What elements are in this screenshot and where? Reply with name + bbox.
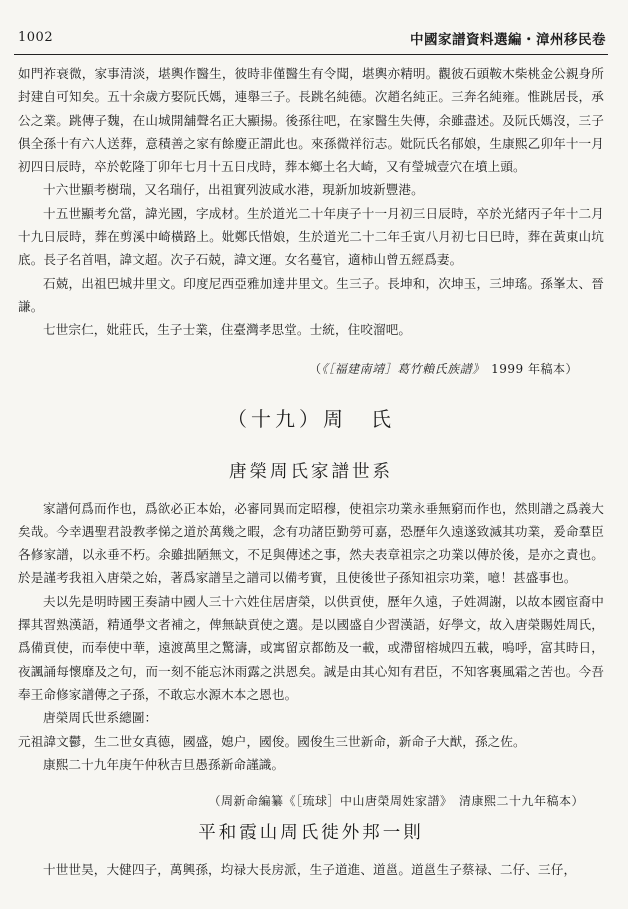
source-citation bbox=[18, 360, 578, 377]
page-header bbox=[14, 28, 608, 50]
article-title: 平和霞山周氏徙外邦一則 bbox=[198, 823, 424, 844]
source-citation: （周新命編纂《［琉球］中山唐榮周姓家譜》 清康熙二十九年稿本） bbox=[208, 794, 584, 809]
paragraph: 夫以先是明時國王奏請中國人三十六姓住居唐榮，以供貢使，歷年久遠，子姓凋謝，以故本國宦裔中擇其習熟漢語，精通學文者補之，俾無缺貢使之選。是以國盛自少習漢語，好學文，故入唐榮賜姓周氏，爲備貢使，而奉使中華，遠渡萬里之驚濤，或寓留京都飭及一載，或滯留榕城四五載，嗚呼，富其時日，夜諷誦每懷靡及之句，而一刻不能忘沐雨露之洪恩矣。誠是由其心知有君臣，不知客裏風霜之苦也。今吾奉王命修家譜傳之子孫，不敢忘水源木本之恩也。 bbox=[18, 593, 604, 702]
page-number: 1002 bbox=[18, 30, 54, 45]
page-body bbox=[18, 62, 604, 881]
paragraph: 家譜何爲而作也，爲欲必正本始，必審同異而定昭穆，使祖宗功業永垂無窮而作也，然則譜之爲義大矣哉。今幸遇聖君設教孝悌之道於萬幾之暇，念有功諸臣勤勞可嘉，恐歷年久遠遂致滅其功業，爰命羣臣各修家譜，以永垂不朽。余雖拙陋無文，不足與傳述之事，然夫表章祖宗之功業以傳於後，是亦之責也。於是謹考我祖入唐榮之始，著爲家譜呈之譜司以備考實，且使後世子孫知祖宗功業，噫！甚盛事也。 bbox=[18, 500, 604, 586]
paragraph: 如門祚衰微，家事清淡，堪輿作醫生，彼時非僅醫生有令聞，堪輿亦精明。觀彼石頭鞍木柴桃金公親身所封建自可知矣。五十余歲方娶阮氏媽，連舉三子。長跳名純德。次趙名純正。三奔名純雍。惟跳居長，承公之業。跳傳子魏，在山城開舖聲名正大顯揚。後孫往吧，在家醫生失傳，余雖盡述。及阮氏媽沒，三子俱全孫十有六人送葬，意積善之家有餘慶正謂此也。來孫微祥衍志。妣阮氏名郁娘，生康熙乙卯年十一月初四日辰時，卒於乾隆丁卯年七月十五日戌時，葬本鄉土名大崎，又有瑩城壹穴在墳上頭。 bbox=[18, 66, 604, 175]
article-title: 唐榮周氏家譜世系 bbox=[229, 461, 393, 482]
source-book: 《［福建南靖］葛竹賴氏族譜》 bbox=[321, 361, 479, 376]
paragraph: 七世宗仁，妣莊氏，生子士業，住臺灣孝思堂。士統，住咬溜吧。 bbox=[43, 322, 412, 338]
paragraph: 石兢，出祖巴城井里文。印度尼西亞雅加達井里文。生三子。長坤和，次坤玉，三坤瑤。孫峯太、晉謙。 bbox=[18, 275, 604, 314]
paragraph: 十六世顯考樹瑞，又名瑞仔，出祖實列波咸水港，現新加坡新豐港。 bbox=[43, 182, 424, 198]
paragraph: 元祖諱文鬱，生二世女真德，國盛，媳户，國俊。國俊生三世新命，新命子大猷，孫之佐。 bbox=[18, 733, 526, 749]
paragraph: 十五世顯考允當，諱光國，字成材。生於道光二十年庚子十一月初三日辰時，卒於光緒丙子年十二月十九日辰時，葬在剪溪中崎橫路上。妣鄭氏惜娘，生於道光二十二年壬寅八月初七日巳時，葬在黃東山坑底。長子名首唱，諱文超。次子石兢，諱文運。女名蔓官，適柿山曾五經爲妻。 bbox=[18, 205, 604, 268]
source-prefix: （ bbox=[309, 361, 322, 376]
section-title: （十九）周 氏 bbox=[227, 406, 395, 431]
paragraph: 唐榮周氏世系總圖： bbox=[43, 710, 158, 726]
source-year: 1999 年稿本） bbox=[491, 361, 578, 376]
part1 bbox=[18, 62, 604, 377]
article2-body bbox=[18, 858, 604, 881]
running-title: 中國家譜資料選編・漳州移民卷 bbox=[410, 32, 606, 48]
header-rule bbox=[14, 54, 608, 55]
paragraph: 十世世昊，大健四子，萬興孫，均禄大長房派，生子道進、道邕。道邕生子蔡禄、二仔、三仔， bbox=[43, 862, 577, 878]
paragraph: 康熙二十九年庚午仲秋吉旦愚孫新命謹識。 bbox=[43, 756, 285, 772]
article1-body bbox=[18, 497, 604, 810]
